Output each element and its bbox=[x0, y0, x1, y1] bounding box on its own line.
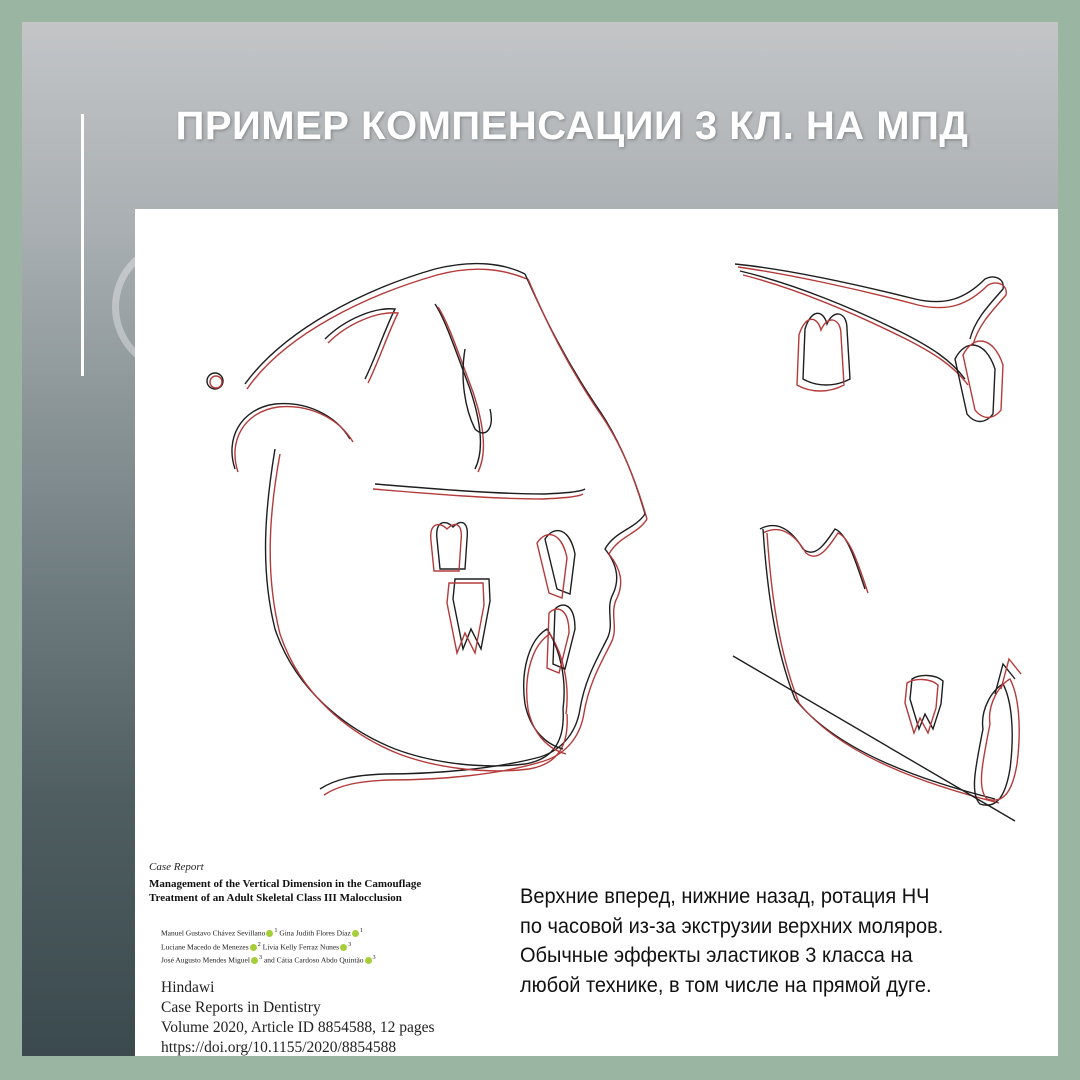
cephalometric-superimposition-drawing bbox=[135, 209, 1058, 849]
description-line: по часовой из-за экструзии верхних моляров. bbox=[520, 913, 944, 938]
article-title: Management of the Vertical Dimension in the Camouflage Treatment of an Adult Skeletal Class III Malocclusion bbox=[149, 878, 422, 904]
orcid-icon bbox=[340, 944, 347, 951]
author: Manuel Gustavo Chávez Sevillano bbox=[161, 928, 266, 938]
journal-info bbox=[161, 978, 469, 1057]
description-line: Верхние вперед, нижние назад, ротация НЧ bbox=[520, 884, 930, 908]
author: Luciane Macedo de Menezes bbox=[161, 942, 249, 951]
paper-citation bbox=[149, 861, 469, 1056]
mandible-superimposition-tracing bbox=[733, 526, 1021, 821]
author: Gina Judith Flores Díaz bbox=[279, 928, 351, 938]
content-panel bbox=[135, 209, 1058, 1056]
orcid-icon bbox=[365, 957, 372, 964]
description-text bbox=[520, 882, 1022, 1000]
journal-name: Case Reports in Dentistry bbox=[161, 998, 321, 1016]
description-line: Обычные эффекты эластиков 3 класса на bbox=[520, 943, 913, 967]
face-profile-tracing bbox=[207, 264, 647, 795]
author: Lívia Kelly Ferraz Nunes bbox=[262, 942, 340, 951]
orcid-icon bbox=[251, 957, 258, 964]
author-list: Manuel Gustavo Chávez Sevillano $^1$ Gina Judith Flores Díaz $^1$ Luciane Macedo de Menezes $^2$ Lívia Kelly Ferraz Nunes $^3$ José Augusto Mendes Miguel $^3$ and Cátia Cardoso Abdo Quintão $^3$ bbox=[161, 927, 376, 965]
slide-title: ПРИМЕР КОМПЕНСАЦИИ 3 КЛ. НА МПД bbox=[175, 104, 969, 148]
publisher-name: Hindawi bbox=[161, 978, 215, 996]
orcid-icon bbox=[250, 944, 257, 951]
article-type: Case Report bbox=[149, 861, 204, 873]
volume-info: Volume 2020, Article ID 8854588, 12 pages bbox=[161, 1018, 435, 1036]
slide-frame bbox=[22, 22, 1058, 1056]
orcid-icon bbox=[352, 930, 359, 937]
accent-line bbox=[81, 114, 84, 376]
orcid-icon bbox=[266, 930, 273, 937]
doi-link: https://doi.org/10.1155/2020/8854588 bbox=[161, 1038, 397, 1056]
description-line: любой технике, в том числе на прямой дуге. bbox=[520, 972, 932, 997]
maxilla-superimposition-tracing bbox=[735, 264, 1006, 422]
author: and Cátia Cardoso Abdo Quintão bbox=[263, 955, 364, 965]
author: José Augusto Mendes Miguel bbox=[161, 955, 250, 965]
